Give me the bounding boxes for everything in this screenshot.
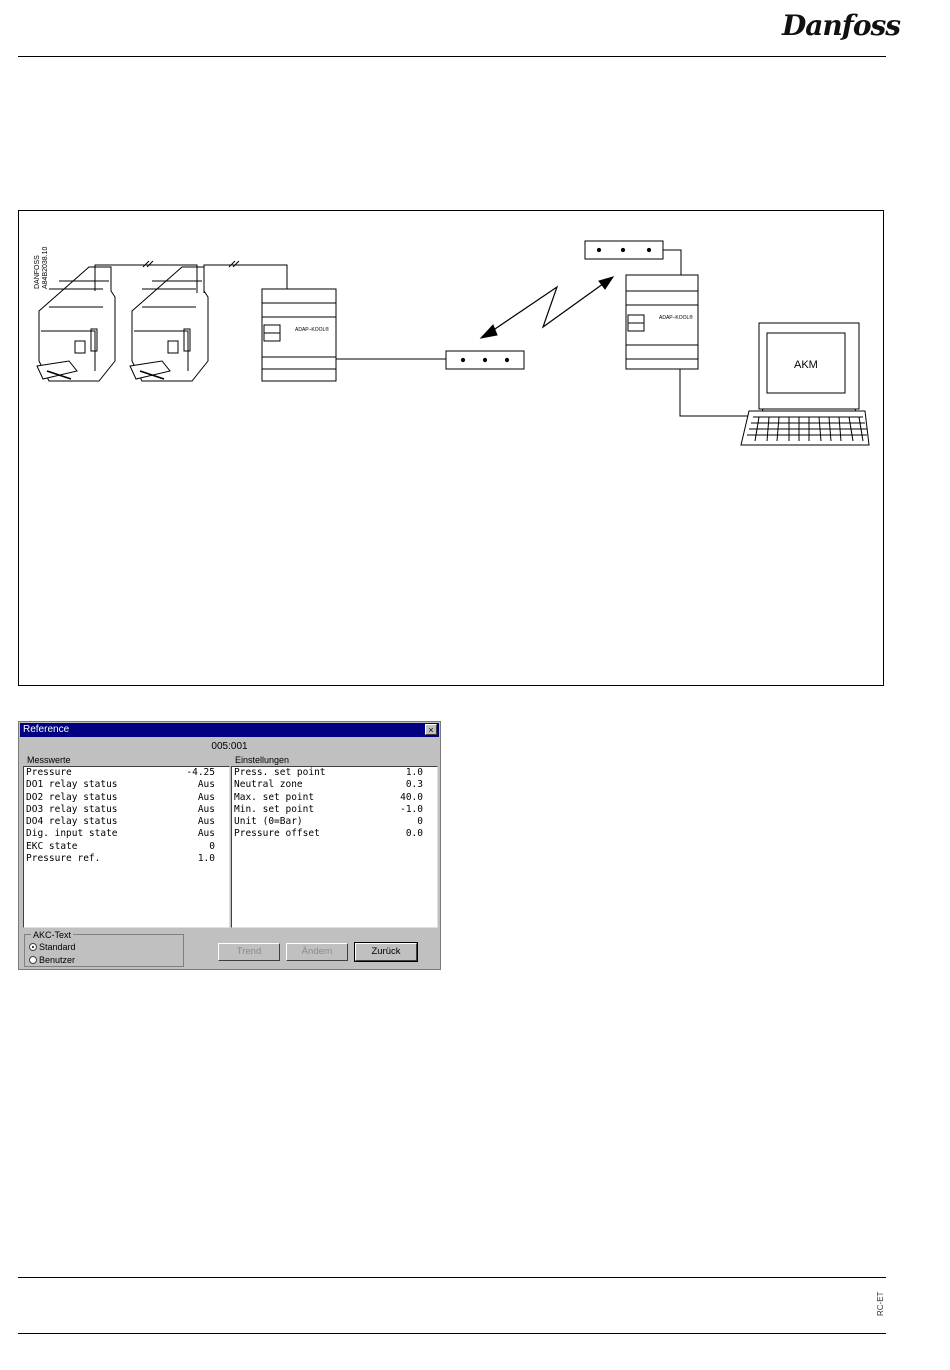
change-button[interactable]: Ändern: [286, 943, 348, 961]
list-item[interactable]: [24, 853, 229, 865]
list-item[interactable]: [232, 767, 437, 779]
logo-wordmark: Danfoss: [782, 9, 901, 42]
gateway-right: [626, 275, 698, 369]
modem-left: [446, 351, 524, 369]
list-item-label: Pressure ref.: [26, 853, 101, 865]
list-item-label: DO3 relay status: [26, 803, 118, 815]
monitor-label: AKM: [794, 359, 818, 371]
settings-list[interactable]: [231, 766, 438, 928]
list-item-value: -4.25: [186, 767, 215, 778]
gateway-left: [262, 289, 336, 381]
measurements-heading: Messwerte: [27, 755, 71, 765]
window-title: Reference: [23, 724, 70, 735]
list-item-label: Press. set point: [234, 767, 326, 778]
measurements-list[interactable]: [23, 766, 230, 928]
list-item-label: Dig. input state: [26, 828, 118, 840]
modem-right: [585, 241, 663, 259]
akm-computer: [741, 323, 869, 445]
list-item-value: Aus: [197, 816, 215, 828]
radio-benutzer-label: Benutzer: [39, 955, 76, 965]
list-item-label: Neutral zone: [234, 779, 303, 791]
gateway-right-brand: ADAP–KOOL®: [659, 315, 693, 321]
list-item-value: -1.0: [400, 803, 423, 815]
list-item-value: Aus: [197, 779, 215, 791]
list-item-value: Aus: [197, 828, 215, 840]
danfoss-logo: [782, 6, 901, 46]
radio-standard[interactable]: [29, 942, 76, 952]
gateway-left-brand: ADAP–KOOL®: [295, 327, 329, 333]
radio-benutzer[interactable]: [29, 955, 75, 965]
list-item[interactable]: [24, 767, 229, 779]
diagram-code-line1: DANFOSS: [34, 255, 41, 289]
reference-window: [18, 721, 441, 970]
list-item[interactable]: [232, 804, 437, 816]
list-item-value: 0: [417, 816, 423, 828]
list-item-label: Pressure: [26, 767, 72, 778]
list-item[interactable]: [24, 779, 229, 791]
list-item[interactable]: [232, 779, 437, 791]
network-diagram-svg: [19, 211, 885, 687]
list-item-value: 40.0: [400, 791, 423, 803]
akc-text-group: [24, 930, 184, 967]
list-item-value: 1.0: [405, 767, 423, 778]
list-item[interactable]: [232, 816, 437, 828]
footer-code: RC-ET: [876, 1291, 885, 1316]
list-item-value: Aus: [197, 791, 215, 803]
network-diagram: [18, 210, 884, 686]
radio-standard-indicator[interactable]: [29, 943, 37, 951]
list-item-label: DO1 relay status: [26, 779, 118, 791]
list-item[interactable]: [24, 804, 229, 816]
list-item[interactable]: [232, 828, 437, 840]
window-title-bar[interactable]: [20, 723, 439, 737]
list-item-label: Pressure offset: [234, 828, 320, 840]
close-icon[interactable]: ×: [425, 724, 437, 735]
list-item-value: 1.0: [197, 853, 215, 865]
back-button[interactable]: Zurück: [355, 943, 417, 961]
list-item[interactable]: [24, 792, 229, 804]
list-item-value: 0.3: [405, 779, 423, 791]
radio-benutzer-indicator[interactable]: [29, 956, 37, 964]
list-item-value: Aus: [197, 803, 215, 815]
diagram-code-line2: A84B2038.10: [42, 246, 49, 289]
trend-button[interactable]: Trend: [218, 943, 280, 961]
list-item-label: Unit (0=Bar): [234, 816, 303, 828]
list-item[interactable]: [24, 816, 229, 828]
list-item[interactable]: [24, 828, 229, 840]
footer-rule-bottom: [18, 1333, 886, 1334]
radio-standard-label: Standard: [39, 942, 76, 952]
list-item-value: 0.0: [405, 828, 423, 840]
controller-id: 005:001: [211, 741, 248, 752]
list-item-label: DO2 relay status: [26, 791, 118, 803]
list-item[interactable]: [24, 841, 229, 853]
header-rule: [18, 56, 886, 57]
list-item-label: EKC state: [26, 840, 78, 852]
list-item-label: Max. set point: [234, 791, 315, 803]
settings-heading: Einstellungen: [235, 755, 290, 765]
footer-rule-top: [18, 1277, 886, 1278]
list-item-label: DO4 relay status: [26, 816, 118, 828]
list-item[interactable]: [232, 792, 437, 804]
controller-unit-2: [130, 267, 208, 381]
list-item-label: Min. set point: [234, 803, 315, 815]
akc-text-label: AKC-Text: [33, 930, 72, 940]
list-item-value: 0: [209, 840, 215, 852]
